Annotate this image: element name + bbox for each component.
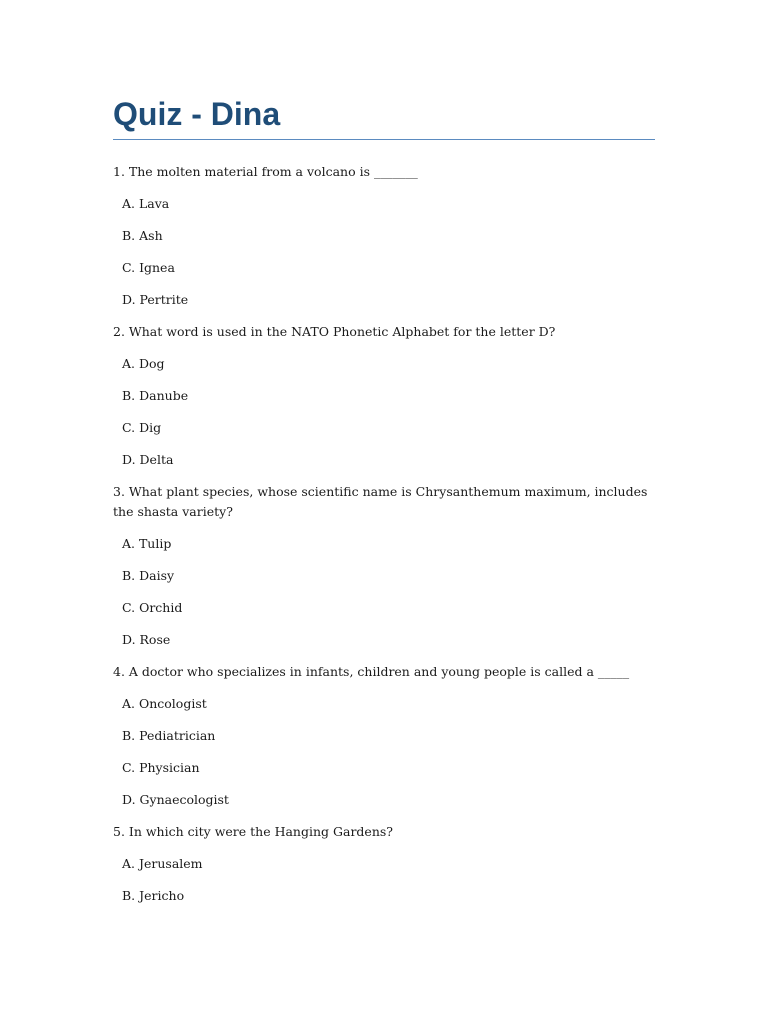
question-list [113, 162, 655, 906]
answer-option: B. Pediatrician [122, 728, 216, 743]
title-divider [113, 139, 655, 140]
answer-option: C. Ignea [122, 260, 175, 275]
answer-option: B. Danube [122, 388, 189, 403]
question-block-2 [113, 322, 655, 470]
answer-option: A. Oncologist [122, 696, 207, 711]
question-block-1 [113, 162, 655, 310]
answer-option: D. Pertrite [122, 292, 189, 307]
answer-option: C. Physician [122, 760, 200, 775]
answer-option: C. Orchid [122, 600, 183, 615]
question-block-5 [113, 822, 655, 906]
answer-option: A. Lava [122, 196, 170, 211]
answer-option: D. Rose [122, 632, 171, 647]
answer-option: B. Ash [122, 228, 163, 243]
answer-option: A. Jerusalem [122, 856, 203, 871]
document-title: Quiz - Dina [113, 96, 281, 132]
answer-option: B. Daisy [122, 568, 175, 583]
question-text: 5. In which city were the Hanging Gardens? [113, 824, 393, 839]
answer-option: D. Gynaecologist [122, 792, 229, 807]
answer-option: A. Tulip [122, 536, 172, 551]
answer-option: B. Jericho [122, 888, 185, 903]
question-text: 1. The molten material from a volcano is _______ [113, 164, 418, 179]
question-block-3 [113, 482, 655, 650]
answer-option: C. Dig [122, 420, 162, 435]
answer-option: D. Delta [122, 452, 174, 467]
question-text: 3. What plant species, whose scientific name is Chrysanthemum maximum, includes the shasta variety? [113, 484, 648, 519]
answer-option: A. Dog [122, 356, 165, 371]
document-page [113, 92, 655, 918]
question-text: 2. What word is used in the NATO Phonetic Alphabet for the letter D? [113, 324, 556, 339]
question-text: 4. A doctor who specializes in infants, children and young people is called a _____ [113, 664, 630, 679]
question-block-4 [113, 662, 655, 810]
